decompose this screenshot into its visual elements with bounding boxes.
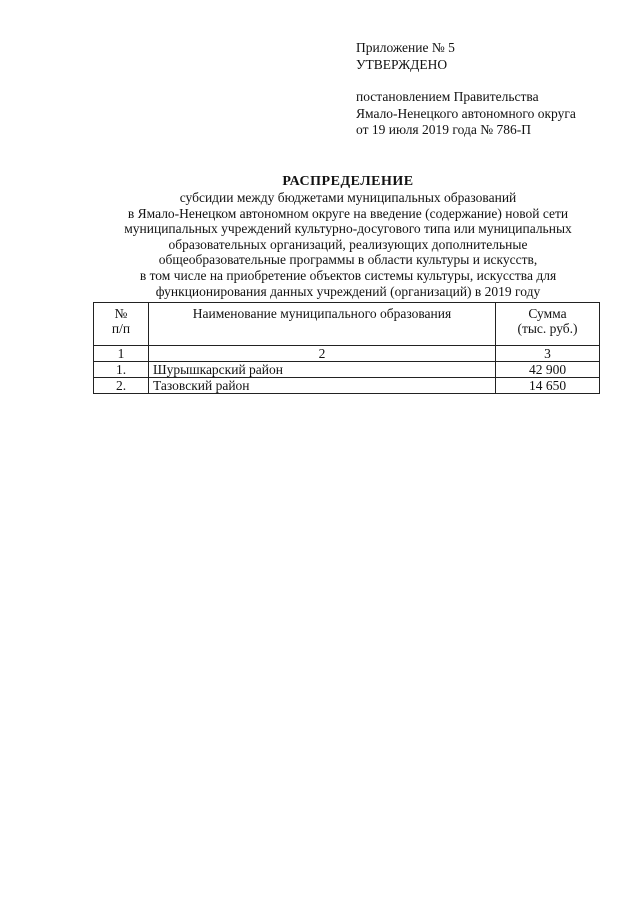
column-index-cell: 1 [94, 346, 149, 362]
table-row [94, 362, 600, 378]
header-sum [496, 303, 600, 346]
header-number-symbol: № [114, 306, 128, 321]
subtitle-line: муниципальных учреждений культурно-досугового типа или муниципальных [124, 221, 572, 237]
header-municipality: Наименование муниципального образования [149, 303, 496, 346]
row-municipality: Тазовский район [149, 378, 496, 394]
row-number: 1. [94, 362, 149, 378]
subtitle-line: функционирования данных учреждений (организаций) в 2019 году [155, 283, 541, 299]
row-municipality: Шурышкарский район [149, 362, 496, 378]
column-index-cell: 3 [496, 346, 600, 362]
header-sum-label: Сумма [528, 306, 567, 321]
row-sum: 14 650 [496, 378, 600, 394]
column-index-cell: 2 [149, 346, 496, 362]
header-number-abbr: п/п [111, 321, 131, 336]
document-heading [88, 173, 608, 299]
subtitle-line: общеобразовательные программы в области культуры и искусств, [158, 252, 538, 268]
resolution-line: Ямало-Ненецкого автономного округа [356, 105, 576, 121]
subtitle-line: в Ямало-Ненецком автономном округе на введение (содержание) новой сети [127, 205, 569, 221]
appendix-label: Приложение № 5 [356, 40, 455, 55]
document-title: РАСПРЕДЕЛЕНИЕ [282, 174, 414, 189]
row-number: 2. [94, 378, 149, 394]
header-number [94, 303, 149, 346]
table-header-row [94, 303, 600, 346]
subtitle-line: образовательных организаций, реализующих дополнительные [168, 236, 528, 252]
header-sum-unit: (тыс. руб.) [517, 321, 578, 336]
column-index-row [94, 346, 600, 362]
approved-label: УТВЕРЖДЕНО [356, 56, 448, 72]
subtitle-line: субсидии между бюджетами муниципальных образований [179, 190, 517, 205]
resolution-line: от 19 июля 2019 года № 786-П [356, 122, 531, 137]
row-sum: 42 900 [496, 362, 600, 378]
distribution-table [93, 302, 600, 394]
resolution-line: постановлением Правительства [356, 89, 539, 104]
subtitle-line: в том числе на приобретение объектов системы культуры, искусства для [139, 267, 557, 283]
table-row [94, 378, 600, 394]
approval-spacer [356, 73, 626, 89]
approval-block [356, 40, 626, 139]
